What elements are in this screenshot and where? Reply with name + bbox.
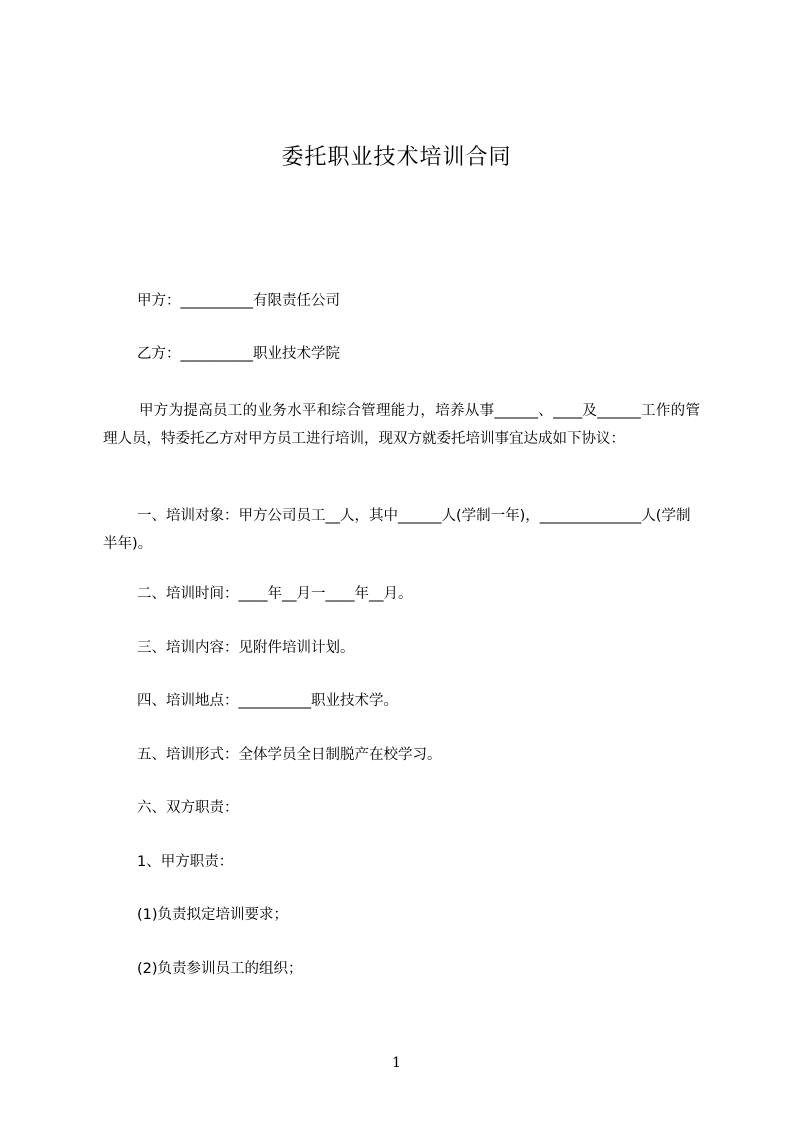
clause-training-content: 三、培训内容：见附件培训计划。 bbox=[137, 640, 355, 656]
clause-responsibilities: 六、双方职责： bbox=[137, 800, 239, 816]
document-title: 委托职业技术培训合同 bbox=[281, 145, 512, 170]
clause-training-time: 二、培训时间：____年__月一____年__月。 bbox=[137, 586, 413, 602]
clause-training-form: 五、培训形式：全体学员全日制脱产在校学习。 bbox=[137, 747, 442, 763]
responsibility-item-1: (1)负责拟定培训要求； bbox=[137, 907, 289, 923]
party-a-responsibilities-heading: 1、甲方职责： bbox=[137, 854, 234, 870]
clause-training-targets: 一、培训对象：甲方公司员工__人，其中______人(学制一年)，______________人(学制半年)。 bbox=[103, 508, 691, 552]
responsibility-item-2: (2)负责参训员工的组织； bbox=[137, 961, 303, 977]
party-a-line: 甲方：__________有限责任公司 bbox=[137, 293, 340, 309]
party-b-line: 乙方：__________职业技术学院 bbox=[137, 346, 340, 362]
clause-training-location: 四、培训地点：__________职业技术学。 bbox=[137, 693, 398, 709]
intro-paragraph: 甲方为提高员工的业务水平和综合管理能力，培养从事______、____及______工作的管理人员，特委托乙方对甲方员工进行培训，现双方就委托培训事宜达成如下协议： bbox=[103, 403, 700, 447]
page-number: 1 bbox=[392, 1055, 401, 1071]
